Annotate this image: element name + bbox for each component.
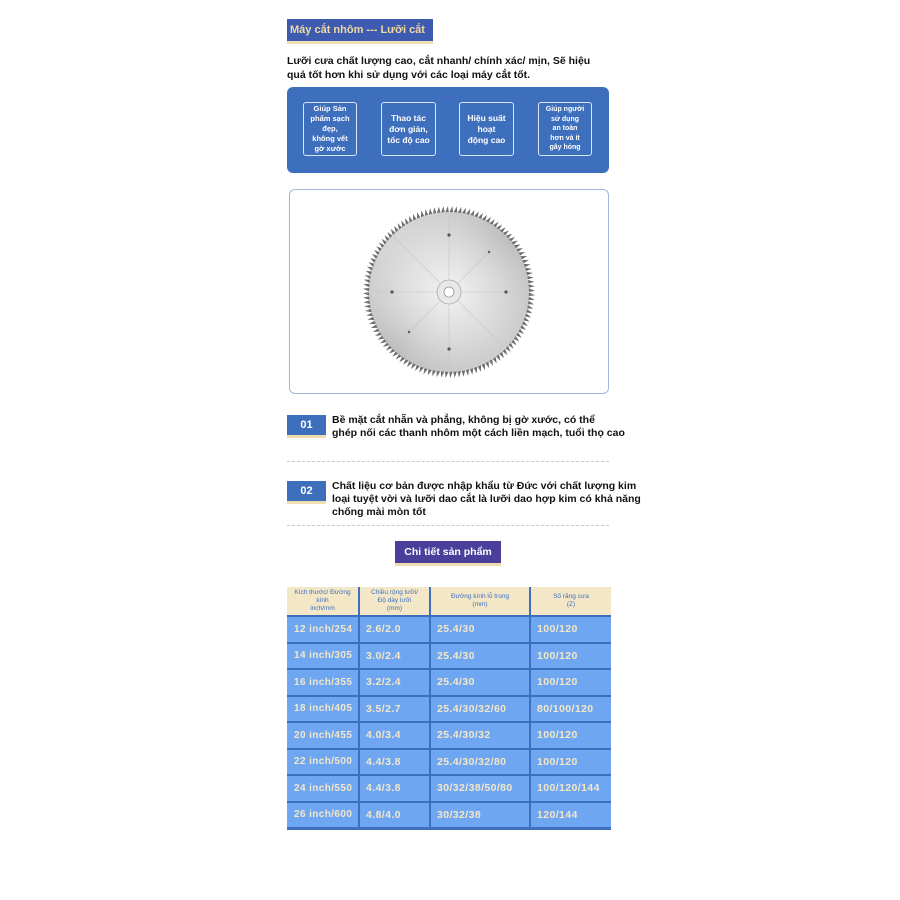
feature-line: đẹp, bbox=[322, 124, 338, 133]
cell-bore: 25.4/30/32 bbox=[430, 722, 530, 749]
point-line: Chất liệu cơ bản được nhập khẩu từ Đức với chất lượng kim bbox=[332, 480, 637, 492]
cell-bore: 25.4/30/32/60 bbox=[430, 696, 530, 723]
cell-width: 2.6/2.0 bbox=[359, 616, 430, 643]
cell-width: 4.4/3.8 bbox=[359, 775, 430, 802]
feature-line: gây hỏng bbox=[549, 144, 581, 152]
page-title: Máy cắt nhôm --- Lưỡi cắt bbox=[287, 19, 433, 44]
cell-size: 16 inch/355 bbox=[287, 669, 359, 696]
cell-size: 12 inch/254 bbox=[287, 616, 359, 643]
table-row bbox=[287, 643, 611, 670]
cell-width: 4.8/4.0 bbox=[359, 802, 430, 829]
table-row bbox=[287, 722, 611, 749]
feature-line: sử dụng bbox=[550, 115, 579, 123]
cell-bore: 25.4/30 bbox=[430, 669, 530, 696]
cell-width: 4.4/3.8 bbox=[359, 749, 430, 776]
feature-line: hơn và ít bbox=[550, 134, 580, 142]
feature-line: không vết bbox=[312, 134, 348, 143]
point-text bbox=[332, 414, 625, 440]
column-header-size bbox=[287, 587, 359, 616]
product-image-frame bbox=[289, 189, 609, 394]
feature-line: Giúp người bbox=[545, 106, 585, 114]
cell-size: 22 inch/500 bbox=[287, 749, 359, 776]
cell-bore: 25.4/30/32/80 bbox=[430, 749, 530, 776]
cell-bore: 25.4/30 bbox=[430, 643, 530, 670]
cell-teeth: 100/120 bbox=[530, 669, 611, 696]
header-line: inch/mm bbox=[310, 605, 335, 612]
saw-blade-icon bbox=[362, 205, 536, 379]
table-row bbox=[287, 696, 611, 723]
table-row bbox=[287, 749, 611, 776]
table-row bbox=[287, 669, 611, 696]
header-line: (mm) bbox=[386, 605, 403, 612]
feature-line: phẩm sạch bbox=[310, 114, 350, 123]
cell-size: 18 inch/405 bbox=[287, 696, 359, 723]
product-details-button[interactable]: Chi tiết sản phẩm bbox=[395, 541, 501, 566]
cell-teeth: 100/120 bbox=[530, 722, 611, 749]
intro-text: Lưỡi cưa chất lượng cao, cắt nhanh/ chính xác/ mịn, Sẽ hiệu quả tốt hơn khi sử dụng với các loại máy cắt tốt. bbox=[287, 55, 591, 81]
cell-size: 20 inch/455 bbox=[287, 722, 359, 749]
cell-teeth: 120/144 bbox=[530, 802, 611, 829]
cell-size: 24 inch/550 bbox=[287, 775, 359, 802]
column-header-bore bbox=[430, 587, 530, 616]
cell-teeth: 100/120 bbox=[530, 616, 611, 643]
header-line: Độ dày lưỡi bbox=[377, 597, 412, 604]
table-header-row bbox=[287, 587, 611, 616]
feature-line: động cao bbox=[467, 134, 506, 145]
header-line: Đường kính lỗ trong bbox=[450, 593, 510, 600]
feature-line: tốc độ cao bbox=[387, 134, 430, 145]
cell-width: 3.5/2.7 bbox=[359, 696, 430, 723]
cell-width: 4.0/3.4 bbox=[359, 722, 430, 749]
point-number-badge: 02 bbox=[287, 481, 326, 504]
feature-line: hoạt bbox=[477, 123, 496, 134]
header-line: Chiều rộng lưỡi/ bbox=[371, 589, 418, 596]
table-row bbox=[287, 616, 611, 643]
point-text bbox=[332, 480, 641, 519]
point-line: ghép nối các thanh nhôm một cách liền mạch, tuổi thọ cao bbox=[332, 427, 625, 439]
feature-line: Thao tác bbox=[391, 112, 426, 123]
point-number-badge: 01 bbox=[287, 415, 326, 438]
cell-size: 26 inch/600 bbox=[287, 802, 359, 829]
cell-width: 3.2/2.4 bbox=[359, 669, 430, 696]
header-line: (Z) bbox=[566, 601, 576, 608]
feature-box-easy bbox=[381, 102, 436, 156]
table-row bbox=[287, 802, 611, 829]
cell-teeth: 100/120 bbox=[530, 643, 611, 670]
point-line: Bề mặt cắt nhẵn và phẳng, không bị gờ xước, có thể bbox=[332, 414, 595, 426]
feature-line: gờ xước bbox=[314, 144, 346, 153]
feature-panel bbox=[287, 87, 609, 173]
cell-width: 3.0/2.4 bbox=[359, 643, 430, 670]
header-line: (mm) bbox=[472, 601, 488, 608]
table-row bbox=[287, 775, 611, 802]
cell-bore: 25.4/30 bbox=[430, 616, 530, 643]
column-header-teeth bbox=[530, 587, 611, 616]
cell-size: 14 inch/305 bbox=[287, 643, 359, 670]
column-header-width bbox=[359, 587, 430, 616]
header-line: Kích thước/ Đường kính bbox=[294, 589, 351, 604]
cell-bore: 30/32/38 bbox=[430, 802, 530, 829]
feature-box-performance bbox=[459, 102, 514, 156]
cell-bore: 30/32/38/50/80 bbox=[430, 775, 530, 802]
divider bbox=[287, 525, 609, 526]
cell-teeth: 100/120/144 bbox=[530, 775, 611, 802]
cell-teeth: 100/120 bbox=[530, 749, 611, 776]
feature-line: đơn giản, bbox=[389, 123, 428, 134]
feature-line: an toàn bbox=[552, 125, 578, 133]
feature-line: Hiệu suất bbox=[467, 112, 506, 123]
point-line: loại tuyệt vời và lưỡi dao cắt là lưỡi dao hợp kim có khả năng bbox=[332, 493, 641, 505]
point-line: chống mài mòn tốt bbox=[332, 506, 426, 518]
feature-line: Giúp Sản bbox=[313, 104, 347, 113]
feature-box-clean bbox=[303, 102, 357, 156]
feature-box-safety bbox=[538, 102, 592, 156]
divider bbox=[287, 461, 609, 462]
spec-table bbox=[287, 587, 611, 830]
header-line: Số răng cưa bbox=[553, 593, 589, 600]
cell-teeth: 80/100/120 bbox=[530, 696, 611, 723]
